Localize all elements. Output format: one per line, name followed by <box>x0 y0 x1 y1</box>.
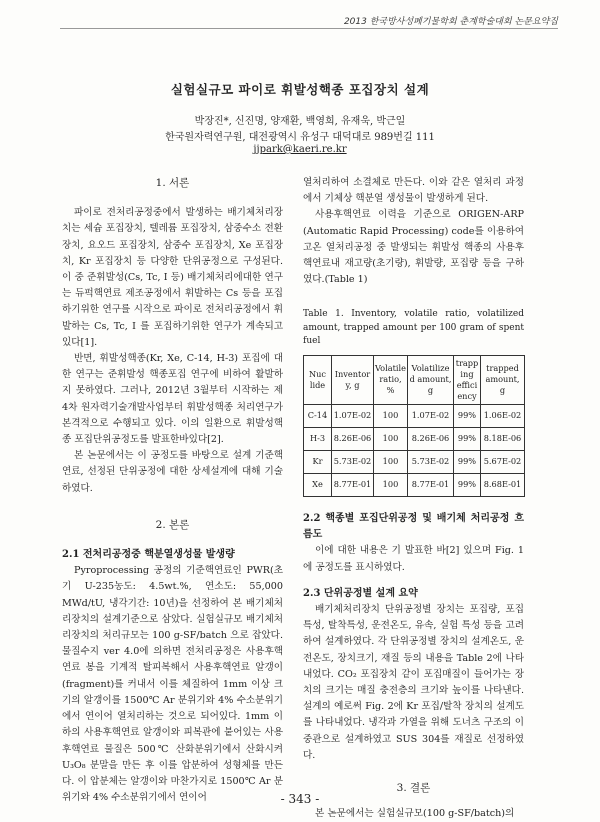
subsection-2-3-title: 2.3 단위공정별 설계 요약 <box>303 587 418 599</box>
table-cell: 5.67E-02 <box>481 450 525 473</box>
table-cell: 8.18E-06 <box>481 427 525 450</box>
running-head: 2013 한국방사성폐기물학회 춘계학술대회 논문요약집 <box>343 17 558 27</box>
subsection-2-1-paragraph: Pyroprocessing 공정의 기준핵연료인 PWR(초기 U-235농도: 4.5wt.%, 연소도: 55,000 MWd/tU, 냉각기간: 10년)을 선정하여 본 배기체처리장치의 설계기준으로 삼았다. 실험실규모 배기체처리장치의 처리규모는 100 g-SF/batch 으로 잡았다. 물질수지 ver 4.0에 의하면 전처리공정은 사용후핵연료 봉을 기계적 탈피복해서 사용후핵연료 알갱이(fragment)를 커내서 이를 체질하여 1mm 이상 크기의 알갱이를 1500℃ Ar 분위기와 4% 수소분위기에서 연이어 열처리하는 것으로 되어있다. 1mm 이하의 사용후핵연료 알갱이와 피복관에 붙어있는 사용후핵연료 물질은 500℃ 산화분위기에서 산화시켜 U₃O₈ 분말을 만든 후 이를 압분하여 성형체를 만든다. 이 압분체는 알갱이와 마찬가지로 1500℃ Ar 분위기와 4% 수소분위기에서 연이어 <box>62 565 283 804</box>
table-cell: 5.73E-02 <box>332 450 374 473</box>
table-cell: Xe <box>304 473 332 496</box>
table-cell: 100 <box>374 427 408 450</box>
table-header-cell: trapping efficiency <box>454 355 481 404</box>
table-header-row <box>304 355 525 404</box>
table-cell: 8.77E-01 <box>332 473 374 496</box>
section-3-title: 3. 결론 <box>396 781 431 794</box>
page-number: - 343 - <box>280 792 320 806</box>
table-cell: 99% <box>454 450 481 473</box>
affiliation: 한국원자력연구원, 대전광역시 유성구 대덕대로 989번길 111 <box>165 132 435 143</box>
section-1-paragraph-1: 파이로 전처리공정중에서 발생하는 배기체처리장치는 세슘 포집장치, 텔레륨 포집장치, 삼중수소 전환장치, 요오드 포집장치, 삼중수 포집장치, Xe 포집장치, Kr 포집장치 등 다양한 단위공정으로 구성된다. 이 중 준휘발성(Cs, Tc, I 등) 배기체처리에대한 연구는 듀퍽핵연료 제조공정에서 휘발하는 Cs 등을 포집하기위한 연구를 시작으로 파이로 전처리공정에서 휘발하는 Cs, Tc, I 를 포집하기위한 연구가 계속되고 있다[1]. <box>62 207 283 348</box>
origen-paragraph: 사용후핵연료 이력을 기준으로 ORIGEN-ARP (Automatic Rapid Processing) code를 이용하여 고온 열처리공정 중 발생되는 휘발성 핵종의 사용후핵연료내 재고량(초기량), 휘발량, 포집량 등을 구하였다.(Table 1) <box>303 209 524 286</box>
paper-title: 실험실규모 파이로 휘발성핵종 포집장치 설계 <box>170 82 430 97</box>
table-cell: 1.07E-02 <box>332 404 374 427</box>
table-cell: 100 <box>374 473 408 496</box>
table-cell: 8.68E-01 <box>481 473 525 496</box>
authors: 박장진*, 신진명, 양재환, 백영희, 유재욱, 박근일 <box>194 116 406 127</box>
table-cell: 8.26E-06 <box>408 427 454 450</box>
header-rule <box>60 28 558 29</box>
email <box>0 144 600 155</box>
table-cell: 99% <box>454 473 481 496</box>
table-row <box>304 450 525 473</box>
section-1-paragraph-3: 본 논문에서는 이 공정도를 바탕으로 설계 기준핵연료, 선정된 단위공정에 대한 상세설계에 대해 기술하였다. <box>62 450 283 494</box>
table-cell: H-3 <box>304 427 332 450</box>
email-link[interactable]: jjpark@kaeri.re.kr <box>253 144 347 155</box>
section-1-paragraph-2: 반면, 휘발성핵종(Kr, Xe, C-14, H-3) 포집에 대한 연구는 준휘발성 핵종포집 연구에 비하여 활발하지 못하였다. 그러나, 2012년 3월부터 시작하는 제 4차 원자력기술개발사업부터 휘발성핵종 처리연구가 본격적으로 수행되고 있다. 이의 일환으로 휘발성핵종 포집단위공정도를 발표한바있다[2]. <box>62 353 283 446</box>
section-2-title: 2. 본론 <box>155 518 190 531</box>
subsection-2-1-title: 2.1 전처리공정중 핵분열생성물 발생량 <box>62 549 235 561</box>
subsection-2-2-title: 2.2 핵종별 포집단위공정 및 배기체 처리공정 흐름도 <box>303 512 524 541</box>
table-cell: 8.26E-06 <box>332 427 374 450</box>
table-cell: 100 <box>374 404 408 427</box>
table-1-caption: Table 1. Inventory, volatile ratio, volatilized amount, trapped amount per 100 gram of spent fuel <box>303 309 524 347</box>
table-row <box>304 473 525 496</box>
table-cell: 1.07E-02 <box>408 404 454 427</box>
table-cell: 99% <box>454 404 481 427</box>
table-header-cell: Inventory, g <box>332 355 374 404</box>
table-cell: C-14 <box>304 404 332 427</box>
table-cell: Kr <box>304 450 332 473</box>
table-row <box>304 427 525 450</box>
table-cell: 100 <box>374 450 408 473</box>
table-header-cell: Volatilized amount, g <box>408 355 454 404</box>
table-cell: 99% <box>454 427 481 450</box>
table-header-cell: Volatile ratio, % <box>374 355 408 404</box>
table-cell: 1.06E-02 <box>481 404 525 427</box>
continued-paragraph: 열처리하여 소결체로 만든다. 이와 같은 열처리 과정에서 기체상 핵분열 생성물이 발생하게 된다. <box>303 177 524 205</box>
section-1-title: 1. 서론 <box>155 177 190 189</box>
left-column <box>62 175 283 806</box>
table-header-cell: trapped amount, g <box>481 355 525 404</box>
section-3-paragraph: 본 논문에서는 실험실규모(100 g-SF/batch)의 <box>315 808 515 820</box>
table-header-cell: Nuc lide <box>304 355 332 404</box>
subsection-2-2-paragraph: 이에 대한 내용은 기 발표한 바[2] 있으며 Fig. 1에 공정도를 표시하였다. <box>303 545 524 573</box>
table-row <box>304 404 525 427</box>
table-cell: 8.77E-01 <box>408 473 454 496</box>
right-column <box>303 175 524 822</box>
table-1 <box>303 355 525 497</box>
table-cell: 5.73E-02 <box>408 450 454 473</box>
subsection-2-3-paragraph: 배기체처리장치 단위공정별 장치는 포집량, 포집특성, 탈착특성, 운전온도, 유속, 실험 특성 등을 고려하여 설계하였다. 각 단위공정별 장치의 설계온도, 운전온도, 장치크기, 재질 등의 내용을 Table 2에 나타내었다. CO₂ 포집장치 같이 포집매질이 들어가는 장치의 크기는 매질 충전층의 크기와 높이를 나타낸다. 설계의 예로써 Fig. 2에 Kr 포집/탈착 장치의 설계도를 나타내었다. 냉각과 가열을 위해 도너츠 구조의 이중관으로 설계하였고 SUS 304를 재질로 선정하였다. <box>303 603 524 761</box>
